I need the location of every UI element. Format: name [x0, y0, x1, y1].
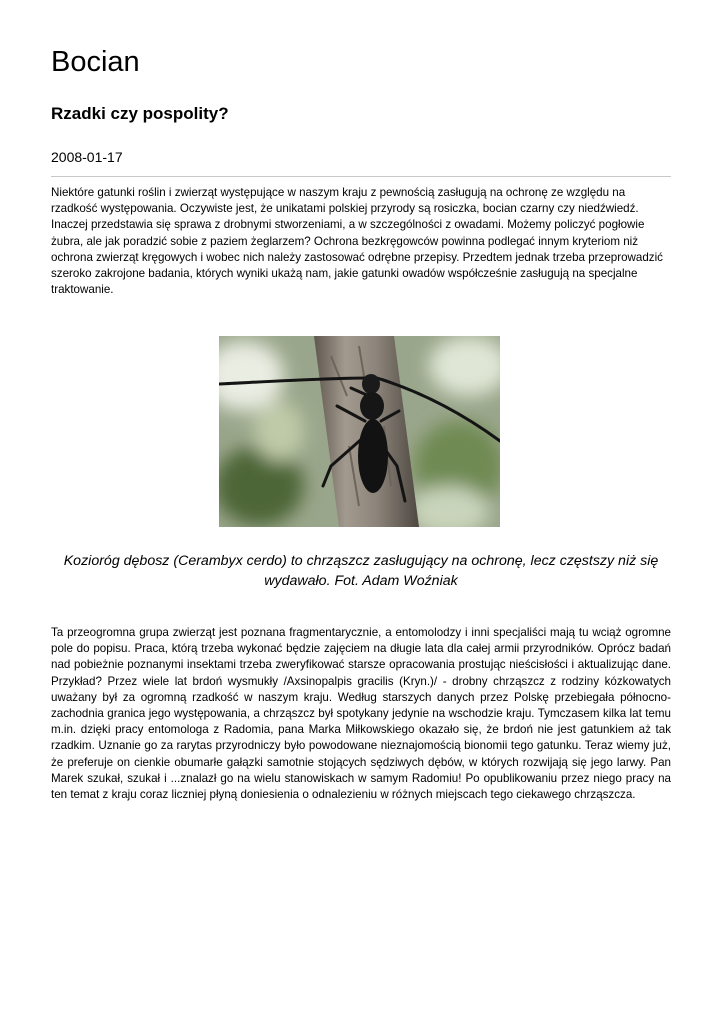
body-paragraph: Ta przeogromna grupa zwierząt jest poznana fragmentarycznie, a entomolodzy i inni specjaliści mają tu wciąż ogromne pole do popisu. Praca, którą trzeba wykonać będzie zajęciem na długie lata dla całej armii przyrodników. Oprócz badań nad pobieżnie poznanymi insektami trzeba zweryfikować starsze opracowania prostując nieścisłości i aktualizując dane. Przykład? Przez wiele lat brdoń wysmukły /Axsinopalpis gracilis (Kryn.)/ - drobny chrząszcz z rodziny kózkowatych uważany był za ogromną rzadkość w naszym kraju. Według starszych danych przez Polskę przebiegała północno-zachodnia granica jego występowania, a chrząszcz był spotykany jedynie na wschodzie kraju. Tymczasem kilka lat temu m.in. dzięki pracy entomologa z Radomia, pana Marka Miłkowskiego okazało się, że brdoń nie jest gatunkiem aż tak rzadkim. Uznanie go za rarytas przyrodniczy było powodowane nieznajomością bionomii tego gatunku. Teraz wiemy już, że preferuje on cienkie obumarłe gałązki samotnie stojących sędziwych dębów, w których rozwijają się jego larwy. Pan Marek szukał, szukał i ...znalazł go na wielu stanowiskach w samym Radomiu! Po opublikowaniu przez niego pracy na ten temat z kraju coraz liczniej płyną doniesienia o odnalezieniu w różnych miejscach tego ciekawego chrząszcza. — [51, 626, 671, 802]
divider — [51, 176, 671, 177]
beetle-photo-icon — [219, 336, 500, 527]
lead-paragraph: Niektóre gatunki roślin i zwierząt występujące w naszym kraju z pewnością zasługują na ochronę ze względu na rzadkość występowania. Oczywiste jest, że unikatami polskiej przyrody są rosiczka, bocian czarny czy niedźwiedź. Inaczej przedstawia się sprawa z drobnymi stworzeniami, a w szczególności z owadami. Możemy policzyć pogłowie żubra, ale jak poradzić sobie z paziem żeglarzem? Ochrona bezkręgowców powinna podlegać innym kryteriom niż ochrona zwierząt kręgowych i wobec nich należy zastosować odrębne przepisy. Przedtem jednak trzeba przeprowadzić szeroko zakrojone badania, których wyniki ukażą nam, jakie gatunki owadów współcześnie zasługują na specjalne traktowanie. — [51, 186, 663, 297]
article-date: 2008-01-17 — [51, 149, 123, 165]
site-title: Bocian — [51, 46, 140, 78]
photo-caption: Kozioróg dębosz (Cerambyx cerdo) to chrząszcz zasługujący na ochronę, lecz częstszy niż się wydawało. Fot. Adam Woźniak — [63, 553, 659, 589]
article-title: Rzadki czy pospolity? — [51, 104, 229, 123]
beetle-photo — [219, 336, 500, 527]
